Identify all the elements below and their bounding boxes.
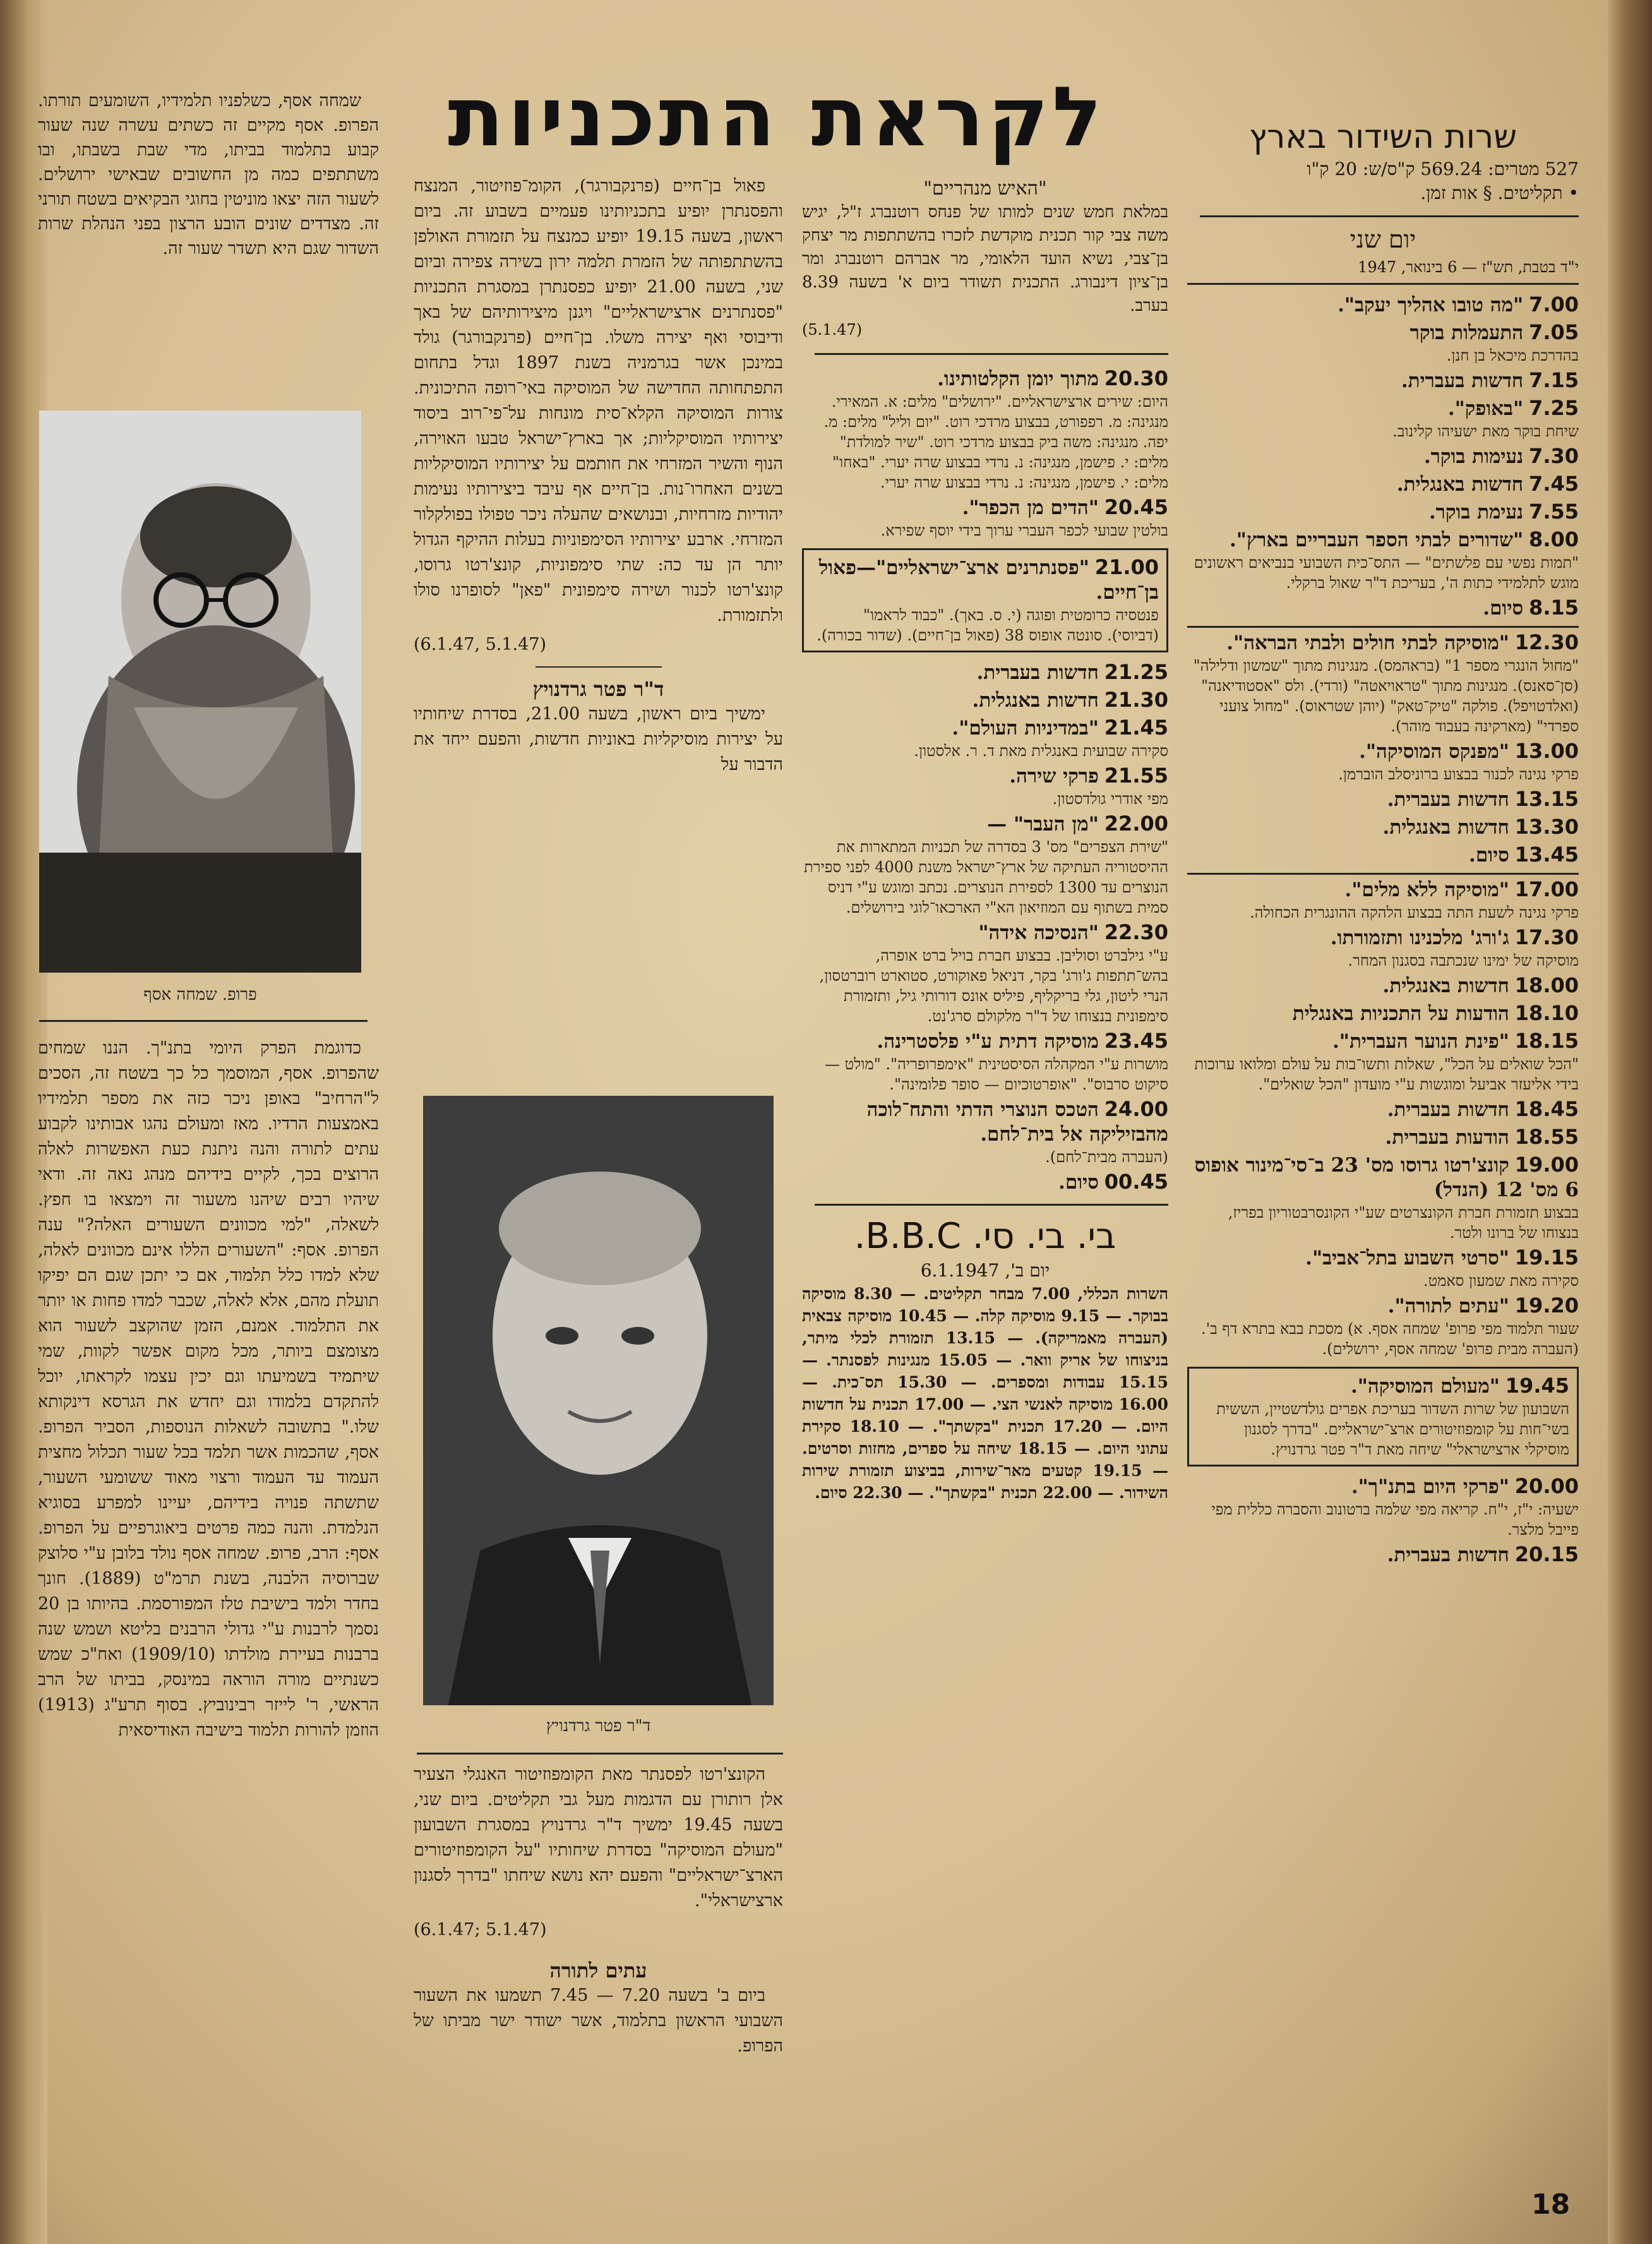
program-title: חדשות באנגלית.: [972, 689, 1099, 712]
program-time: 7.00: [1529, 292, 1579, 316]
program-desc: פנטסיה כרומטית ופוגה (י. ס. באך). "כבוד לראמו" (דביוסי). סונטה אופוס 38 (פאול בן־חיים). (שדור בכורה).: [817, 606, 1159, 644]
program-desc: (העברה מבית־לחם).: [1045, 1148, 1168, 1166]
program-20-30: [802, 366, 1168, 493]
program-time: 22.30: [1104, 920, 1168, 944]
program-21-00-boxed: [802, 548, 1168, 652]
program-title: "במדיניות העולם".: [952, 717, 1099, 740]
program-desc: היום: שירים ארצישראליים. "ירושלים" מלים: א. המאירי. מנגינה: מ. רפפורט, בבצוע מרדכי רוט. "יום וליל" מלים: מ. יפה. מנגינה: משה ביק בבצוע מרדכי רוט. "שיר למולדת" מלים: י. פישמן, מנגינה: נ. נרדי בבצוע שרה יערי. "באחו" מלים: י. פישמן, מנגינה: נ. נרדי בבצוע שרה יערי.: [823, 393, 1168, 491]
program-desc: שיחת בוקר מאת ישעיהו קלינוב.: [1392, 423, 1579, 440]
frequency-line: 527 מטרים: 569.24 ק"ס/ש: 20 ק"ו: [1307, 159, 1579, 179]
program-7-25: [1187, 396, 1579, 441]
program-desc: מוסיקה של ימינו שנכתבה בסגנון המחר.: [1348, 952, 1579, 969]
left-column-top-text: שמחה אסף, כשלפניו תלמידיו, השומעים תורתו. הפרופ. אסף מקיים זה כשתים עשרה שנה שעור קבוע בתלמוד בביתו, מדי שבת בשבתו, ובו משתתפים כמה מן החשובים שבאישי ירושלים. לשעור הזה יצאו מוניטין בחוגי הבקיאים בשטח תורני זה. מצדדים שונים הובע הרצון בפני הנהלת שרות השדור שגם היא תשדר שעור זה.: [38, 91, 379, 258]
program-title: "עתים לתורה".: [1387, 1295, 1509, 1317]
divider-line: [39, 1020, 368, 1022]
program-desc: ע"י גילברט וסוליבן. בבצוע חברת בויל ברט אופרה, בהש־תתפות ג'ורג' בקר, דניאל פאוקורט, סטוארט רוברטסון, הנרי ליטון, גלי בריקליף, פיליס אונס דורותי גיל, ותזמורת סימפונית בנצוחו של ד"ר מלקולם סרג'נט.: [819, 947, 1168, 1025]
program-desc: בבצוע תזמורת חברת הקונצרטים שע"י הקונסרבטוריון בפריז, בנצוחו של ברונו ולטר.: [1228, 1204, 1579, 1242]
divider-line: [417, 1753, 783, 1755]
program-13-00: [1187, 739, 1579, 784]
program-time: 21.00: [1094, 555, 1159, 579]
program-7-15: [1187, 368, 1579, 393]
page-number: 18: [1531, 2188, 1571, 2221]
divider-line: [1200, 215, 1579, 217]
program-13-45: [1187, 843, 1579, 875]
hamanhigim-heading: "האיש מנהריים": [923, 177, 1047, 200]
program-time: 17.30: [1514, 925, 1579, 949]
program-23-45: [802, 1029, 1168, 1095]
program-8-00: [1187, 527, 1579, 593]
program-title: "באופק".: [1447, 397, 1524, 420]
program-desc: "הכל שואלים על הכל", שאלות ותשו־בות על עולם ומלואו ערוכות בידי אליעזר אביעל ומוגשות ע"י מועדון "הכל שואלים".: [1194, 1055, 1579, 1093]
program-18-10: [1187, 1001, 1579, 1026]
program-time: 18.10: [1514, 1001, 1579, 1025]
article-date: (5.1.47 ,6.1.47): [414, 635, 547, 654]
program-time: 13.00: [1514, 739, 1579, 763]
program-18-15: [1187, 1029, 1579, 1095]
program-title: "מה טובו אהליך יעקב".: [1338, 294, 1524, 316]
program-title: נעימות בוקר.: [1423, 445, 1524, 468]
program-20-00: [1187, 1474, 1579, 1540]
program-time: 23.45: [1104, 1029, 1168, 1053]
program-18-55: [1187, 1125, 1579, 1150]
program-title: הודעות על התכניות באנגלית: [1292, 1002, 1509, 1025]
program-title: סיום.: [1058, 1171, 1099, 1194]
program-title: פרקי שירה.: [1009, 765, 1099, 788]
program-18-45: [1187, 1097, 1579, 1122]
program-desc: פרקי נגינה לכנור בבצוע ברוניסלב הוברמן.: [1338, 765, 1579, 783]
program-13-30: [1187, 815, 1579, 840]
program-time: 21.30: [1104, 688, 1168, 712]
program-time: 00.45: [1104, 1170, 1168, 1194]
program-title: "מוסיקה לבתי חולים ולבתי הבראה".: [1226, 632, 1509, 654]
program-time: 19.15: [1514, 1245, 1579, 1269]
program-8-15: [1187, 596, 1579, 628]
program-7-45: [1187, 472, 1579, 497]
program-21-30: [802, 688, 1168, 713]
program-time: 24.00: [1104, 1097, 1168, 1121]
paul-ben-haim-article: פאול בן־חיים (פרנקבורגר), הקומ־פוזיטור, המנצח והפסנתרן יופיע בתכניותינו פעמיים בשבוע זה. ביום ראשון, בשעה 19.15 יופיע כמנצח על תזמורת האולפן בהשתתפותה של הזמרת תלמה ירון בשירה צפירה וביום שני, בשעה 21.00 יופיע כפסנתרן במסגרת התכניות "פסנתרנים ארצישראליים" ויגנן מיצירותיהם של באך ודיבוסי ואף יצירה משלו. בן־חיים (פרנקבורגר) גולד במינכן אשר בגרמניה בשנת 1897 וגדל בתחום התפתחותה החדישה של המוסיקה באי־רופה התיכונית. צורות המוסיקה הקלא־סית מונחות על־פי־רוב ביסוד יצירותיו המוסיקליות; אך בארץ־ישראל טבעו האוירה, הנוף והשיר המזרחי את חותמם על יצירותיו המוסיקליות בשנים האחרו־נות. בן־חיים אף עיבד ביצירותיו נעימות יהודיות מזרחיות, ובנושאים שהעלה ניכר טפולו בפולקלור המזרחי. ארבע יצירותיו הסימפוניות בעלות ההיקף הגדול יותר הן עד כה: שתי סימפוניות, קונצ'רטו גרוסו, קונצ'רטו לכנור ושירה סימפונית "פאן" לסופרנו סולו ולתזמורת. (5.1.47 ,6.1.47) ד"ר פטר גרדנויץ ימשיך ביום ראשון, בשעה 21.00, בסדרת שיחותיו על יצירות מוסיקליות באוניות חדשות, והפעם ייחד את הדבור על: [414, 176, 783, 774]
program-title: חדשות בעברית.: [976, 661, 1099, 684]
program-time: 13.45: [1514, 843, 1579, 867]
program-title: הטכס הנוצרי הדתי והתח־לוכה מהבזיליקה אל בית־לחם.: [866, 1098, 1168, 1146]
photo-caption-peter-gradenwitz: ד"ר פטר גרדנויץ: [546, 1717, 651, 1736]
portrait-bearded-man-icon: [39, 411, 361, 973]
program-time: 18.55: [1514, 1125, 1579, 1149]
program-title: הודעות בעברית.: [1385, 1126, 1509, 1149]
program-time: 7.05: [1529, 320, 1579, 344]
program-desc: בהדרכת מיכאל בן חנן.: [1446, 347, 1579, 364]
program-7-55: [1187, 500, 1579, 525]
program-desc: מפי אודרי גולדסטון.: [1052, 790, 1168, 808]
program-20-45: [802, 495, 1168, 541]
program-title: "הדים מן הכפר".: [962, 496, 1099, 519]
schedule-column-d: [1187, 117, 1579, 1570]
program-desc: פרקי נגינה לשעת התה בבצוע הלהקה ההונגרית הכחולה.: [1250, 904, 1579, 921]
program-19-15: [1187, 1245, 1579, 1291]
portrait-man-in-suit-icon: [423, 1096, 774, 1705]
hamanhigim-date: (5.1.47): [802, 321, 863, 339]
photo-caption-simcha-assaf: פרופ. שמחה אסף: [143, 985, 257, 1004]
program-desc: ישעיה: י"ז, י"ח. קריאה מפי שלמה ברטונוב והסברה כללית מפי פייבל מלצר.: [1211, 1501, 1579, 1539]
program-19-20: [1187, 1293, 1579, 1359]
program-time: 8.15: [1529, 596, 1579, 620]
program-desc: מושרות ע"י המקהלה הסיסטינית "אימפרופריה". "מולט — סיקוט סרבוס". "אופרטוכיום — סופר פלומינה".: [825, 1055, 1168, 1093]
left-column-body-text: כדוגמת הפרק היומי בתנ"ך. הננו שמחים שהפרופ. אסף, המוסמך כל כך בשטח זה, הסכים ל"הרחיב" באופן ניכר כזה את מספר תלמידיו באמצעות הרדיו. מאז ומעולם נהגו אבותינו לקבוע עתים לתורה והנה ניתנת כעת האפשרות לאלה הרוצים בכך, לקיים בידיהם מנהג נאה זה. ודאי שיהיו רבים שיהנו משעור זה וימצאו בו חפץ. לשאלה, "למי מכוונים השעורים האלה?" ענה הפרופ. אסף: "השעורים הללו אינם מכוונים לאלה, שלא למדו כלל תלמוד, אם כי יתכן שגם הם יפיקו תועלת מהם, אלא לאלה, שכבר למדו פחות או יותר את התלמוד. אמנם, הזמן שהוקצב לשעור הוא מצומצם ביותר, מכל מקום אפשר לקוות, שמי שיתמיד בשמיעתו וגם יכין עצמו לקראתו, יוכל להתקדם בלמודו וגם יחדש את הגרסא דינקותא שלו." בתשובה לשאלות הנוספות, הסביר הפרופ. אסף, שהכמות אשר תלמד בכל שעור תכלול מחצית העמוד עד העמוד ורצוי מאוד ששומעי השעור, שתשתה פנויה בידיהם, יעיינו למפרע בסוגיא הנלמדת. והנה כמה פרטים ביאוגרפיים על הפרופ. אסף: הרב, פרופ. שמחה אסף נולד בלובן ע"י סלוצק שברוסיה הלבנה, בשנת תרמ"ט (1889). חונך בחדר ולמד בישיבת טלז המפורסמת. בהיותו בן 20 נסמך לרבנות ע"י גדולי הרבנים בליטא ושמש שנה ברבנות בעיירת מולדתו (1909/10) ואח"כ שמש כשנתיים מורה הוראה במינסק, בביתו של הרב הראשי, ר' לייזר רבינוביץ. בסוף תרע"ג (1913) הוזמן להורות תלמוד בישיבה האודיסאית: [38, 1038, 379, 1740]
program-time: 21.55: [1104, 764, 1168, 788]
program-title: "פסנתרנים ארצ־ישראליים"—פאול בן־חיים.: [818, 556, 1159, 604]
program-12-30: [1187, 630, 1579, 736]
program-time: 21.25: [1104, 660, 1168, 684]
program-17-30: [1187, 925, 1579, 971]
bbc-heading: בי. בי. סי. B.B.C.: [854, 1216, 1116, 1257]
program-13-15: [1187, 787, 1579, 812]
program-22-00: [802, 812, 1168, 918]
program-time: 21.45: [1104, 716, 1168, 740]
date-line: י"ד בטבת, תש"ז — 6 בינואר, 1947: [1187, 255, 1579, 285]
program-21-45: [802, 716, 1168, 761]
program-time: 18.45: [1514, 1097, 1579, 1121]
divider-line: [815, 353, 1168, 355]
program-time: 19.45: [1505, 1374, 1569, 1398]
program-time: 19.20: [1514, 1293, 1579, 1317]
program-title: "פינת הנוער העברית".: [1332, 1030, 1509, 1053]
program-time: 7.15: [1529, 368, 1579, 392]
hamanhigim-text: במלאת חמש שנים למותו של פנחס רוטנברג ז"ל, יגיש משה צבי קור תכנית מוקדשת לזכרו בהשתתפות מר יצחק בן־צבי, נשיא הועד הלאומי, מר אברהם רוטנברג ומר בן־ציון דינבורג. התכנית תשודר ביום א' בשעה 8.39 בערב.: [802, 203, 1168, 315]
program-title: מוסיקה דתית ע"י פלסטרינה.: [877, 1030, 1099, 1053]
photo-simcha-assaf: [39, 411, 361, 973]
program-21-25: [802, 660, 1168, 685]
photo-peter-gradenwitz: [423, 1096, 774, 1705]
program-title: סיום.: [1469, 844, 1509, 867]
program-19-00: [1187, 1153, 1579, 1243]
program-title: התעמלות בוקר: [1410, 321, 1524, 344]
masthead-broadcast-service: שרות השידור בארץ: [1248, 118, 1517, 156]
program-time: 20.45: [1104, 495, 1168, 519]
program-desc: סקירה שבועית באנגלית מאת ד. ר. אלסטון.: [914, 742, 1168, 760]
program-time: 13.30: [1514, 815, 1579, 839]
bbc-date: יום ב', 6.1.1947: [920, 1260, 1050, 1281]
torah-heading: עתים לתורה: [549, 1959, 647, 1983]
divider-line: [536, 666, 662, 668]
program-22-30: [802, 920, 1168, 1026]
program-7-00: [1187, 292, 1579, 318]
program-title: "מפנקס המוסיקה".: [1359, 740, 1509, 763]
program-time: 7.25: [1529, 396, 1579, 420]
program-time: 7.45: [1529, 472, 1579, 496]
program-desc: "שירת הצפרים" מס' 3 בסדרה של תכניות המתארות את ההיסטוריה העתיקה של ארץ־ישראל משנת 4000 לפני ספירת הנוצרים עד 1300 לספירת הנוצרים. נכתב ומוגש ע"י דניס סמית בשתוף עם המוזיאון הא"י הארכאו־לוגי בירושלים.: [804, 838, 1168, 916]
program-desc: בולטין שבועי לכפר העברי ערוך בידי יוסף שפירא.: [880, 522, 1168, 539]
program-17-00: [1187, 877, 1579, 923]
schedule-column-c: [802, 177, 1168, 1504]
program-time: 19.00: [1514, 1153, 1579, 1177]
program-desc: השבועון של שרות השדור בעריכת אפרים גולדשטיין, הששית בשי־חות על קומפוזיטורים ארצ־ישראליים. "בדרך לסגנון מוסיקלי ארצישראלי" שיחה מאת ד"ר פטר גרדנויץ.: [1216, 1400, 1569, 1458]
program-time: 8.00: [1529, 527, 1579, 551]
program-time: 12.30: [1514, 630, 1579, 654]
program-time: 17.00: [1514, 877, 1579, 901]
legend-line: • תקליטים. § אות זמן.: [1420, 183, 1579, 203]
program-time: 20.30: [1104, 366, 1168, 390]
day-heading: יום שני: [1350, 225, 1416, 253]
program-time: 22.00: [1104, 812, 1168, 836]
program-title: חדשות בעברית.: [1387, 1544, 1509, 1566]
concerto-article: הקונצ'רטו לפסנתר מאת הקומפוזיטור האנגלי הצעיר אלן רותורן עם הדגמות מעל גבי תקליטים. ביום שני, בשעה 19.45 ימשיך ד"ר גרדנויץ במסגרת השבועון "מעולם המוסיקה" בסדרת שיחותיו "על הקומפוזיטורים הארצ־ישראליים" והפעם יהא נושא שיחתו "בדרך לסגנון ארצישראלי". (5.1.47 ;6.1.47) עתים לתורה ביום ב' בשעה 7.20 — 7.45 תשמעו את השעור השבועי הראשון בתלמוד, אשר ישודר ישר מביתו של הפרופ.: [414, 1765, 783, 2056]
program-title: חדשות בעברית.: [1401, 369, 1524, 392]
program-title: סיום.: [1483, 597, 1524, 620]
program-title: "מוסיקה ללא מלים".: [1344, 879, 1509, 901]
program-21-55: [802, 764, 1168, 809]
article-date: (5.1.47 ;6.1.47): [414, 1920, 547, 1940]
program-time: 18.15: [1514, 1029, 1579, 1053]
program-7-05: [1187, 320, 1579, 366]
program-time: 7.30: [1529, 444, 1579, 468]
program-time: 18.00: [1514, 973, 1579, 997]
program-title: חדשות באנגלית.: [1396, 473, 1524, 496]
program-title: חדשות בעברית.: [1387, 788, 1509, 811]
program-title: "פרקי היום בתנ"ך".: [1351, 1475, 1509, 1498]
program-title: חדשות באנגלית.: [1382, 816, 1509, 839]
program-18-00: [1187, 973, 1579, 999]
program-title: ג'ורג' מלכנינו ותזמורתו.: [1330, 927, 1509, 949]
program-00-45: [802, 1170, 1168, 1195]
program-title: "הנסיכה אידה": [978, 921, 1099, 944]
program-desc: "תמות נפשי עם פלשתים" — התס־כית השבועי בנביאים ראשונים מוגש לתלמידי כתות ה', בעריכת ד"ר שאול ברקלי.: [1194, 554, 1579, 592]
headline-towards-programs: לקראת התכניות: [448, 69, 1106, 165]
program-title: קונצ'רטו גרוסו מס' 23 ב־סי־מינור אופוס 6 מס' 12 (הנדל): [1194, 1154, 1579, 1201]
program-title: נעימת בוקר.: [1428, 501, 1524, 524]
program-desc: "מחול הונגרי מספר 1" (בראהמס). מנגינות מתוך "שמשון ודלילה" (סן־סאנס). מנגינות מתוך "טראויאטה" (ורדי). ולס "אסטודיאנה" (ואלדטויפל). פולקה "טיק־טאק" (יוהן שטראוס). "מחול צועני ספרדי" (מארקינה בעבוד מוהר).: [1193, 657, 1579, 735]
program-desc: שעור תלמוד מפי פרופ' שמחה אסף. א) מסכת בבא בתרא דף ב'. (העברה מבית פרופ' שמחה אסף, ירושלים).: [1200, 1320, 1579, 1358]
program-title: "סרטי השבוע בתל־אביב".: [1305, 1247, 1509, 1269]
program-7-30: [1187, 444, 1579, 469]
program-time: 20.00: [1514, 1474, 1579, 1498]
program-20-15: [1187, 1542, 1579, 1568]
program-title: "שדורים לבתי הספר העבריים בארץ".: [1229, 529, 1524, 551]
program-title: חדשות בעברית.: [1387, 1098, 1509, 1121]
program-desc: סקירה מאת שמעון סאמט.: [1423, 1272, 1579, 1290]
gradenwitz-heading: ד"ר פטר גרדנויץ: [532, 677, 664, 701]
book-page-edges-right: [1608, 0, 1652, 2244]
program-19-45-boxed: [1187, 1367, 1579, 1467]
program-24-00: [802, 1097, 1168, 1167]
program-time: 20.15: [1514, 1542, 1579, 1566]
program-time: 13.15: [1514, 787, 1579, 811]
program-title: "מן העבר" —: [987, 813, 1099, 836]
divider-line: [815, 1204, 1168, 1206]
program-title: "מעולם המוסיקה".: [1350, 1375, 1500, 1398]
program-title: מתוך יומן הקלטותינו.: [937, 368, 1099, 390]
program-time: 7.55: [1529, 500, 1579, 524]
bbc-schedule-text: השרות הכללי, 7.00 מבחר תקליטים. — 8.30 מוסיקה בבוקר. — 9.15 מוסיקה קלה. — 10.45 מוסיקה צבאית (העברה מאמריקה). — 13.15 תזמורת לכלי מיתר, בניצוחו של אריק וואר. — 15.05 מנגינות לפסנתר. — 15.15 עבודות ומספרים. — 15.30 תס־כית. — 16.00 מוסיקה לאנשי הצי. — 17.00 תכנית על חדשות היום. — 17.20 תכנית "בקשתך". — 18.10 סקירת עתוני היום. — 18.15 שיחה על ספרים, מחזות וסרטים. — 19.15 קטעים מאר־שירות, בביצוע תזמורת שירות השידור. — 22.00 תכנית "בקשתך". — 22.30 סיום.: [802, 1285, 1169, 1502]
program-title: חדשות באנגלית.: [1382, 975, 1509, 997]
